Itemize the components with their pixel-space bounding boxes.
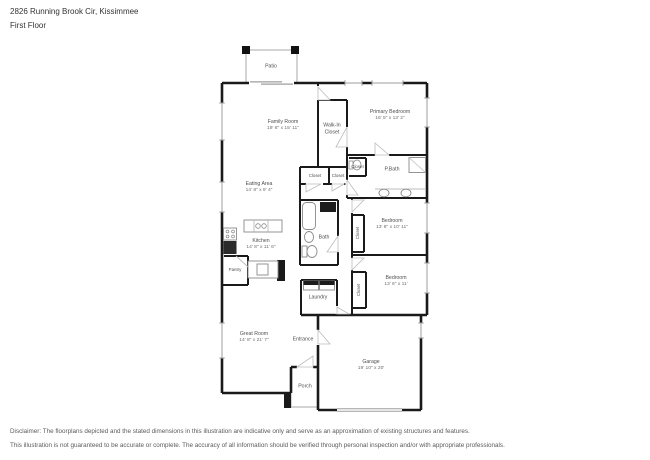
room-name: Closet [308,172,322,178]
wall-block [284,393,291,408]
room-dims: 14' 8" x 9' 4" [245,188,273,194]
appliance-icon [257,264,268,275]
pantry-door-line [236,256,248,267]
washer-top [304,281,319,285]
door-swing [332,184,344,191]
door-swing [375,143,389,155]
window [219,182,224,212]
room-dims: 14' 8" x 21' 7" [239,338,269,344]
room-name: Closet [331,172,345,178]
room-name: Closet [351,163,364,169]
toilet-tank-icon [302,246,307,257]
patio-post-icon [291,46,299,54]
room-name: Closet [354,226,360,240]
room-dims: 13' 6" x 11' [384,282,408,288]
door-swing [352,200,364,212]
sink-icon [262,224,267,229]
room-dims: 19' 10" x 20' [357,366,385,372]
disclaimer-line-2: This illustration is not guaranteed to be accurate or complete. The accuracy of all information should be verified through personal inspection and/or with appropriate professionals. [10,442,505,449]
room-name: Closet [355,283,361,297]
room-label-pantry [229,267,242,273]
room-label-garage [358,359,384,373]
window [424,263,429,293]
room-dims: 14' 8" x 11' 6" [246,245,276,251]
room-name: Pantry [228,266,242,272]
room-label-patio [265,63,277,70]
window [424,203,429,233]
room-label-closet [309,173,321,179]
window [219,323,224,358]
room-label-kitchen [246,238,275,252]
room-label-closet [355,227,361,239]
room-label-family-room [267,119,299,133]
room-label-walk-in-closet [318,123,346,138]
toilet-icon [307,246,317,258]
sink-icon [305,232,314,243]
floor-title: First Floor [10,21,46,30]
room-dims: 13' 8" x 10' 11" [376,225,408,231]
door-swing [297,356,313,367]
room-label-entrance [293,336,314,343]
room-label-primary-bedroom [370,109,410,123]
window [219,103,224,140]
room-label-bedroom [384,275,407,289]
door-swing [306,184,321,192]
room-name: Porch [298,383,312,390]
room-name: Entrance [292,336,314,343]
room-name: Bath [318,234,330,241]
patio-post-icon [242,46,250,54]
room-label-closet [356,284,362,296]
door-swing [347,180,358,195]
room-label-porch [298,383,312,390]
room-label-bath [319,234,330,241]
dryer-top [320,281,335,285]
room-name: Walk-In Closet [323,122,341,136]
room-label-laundry [309,294,328,301]
window [372,80,403,85]
room-name: P.Bath [384,166,400,173]
sink-icon [256,224,261,229]
room-dims: 16' 5" x 13' 2" [375,116,405,122]
window [424,98,429,127]
bath-counter-icon [320,202,336,212]
room-label-eating-area [246,181,273,195]
address-title: 2826 Running Brook Cir, Kissimmee [10,7,139,16]
room-label-pbath [385,166,400,173]
sink-icon [379,189,389,197]
room-dims: 19' 8" x 15' 11" [267,126,299,132]
room-name: Family Room [267,118,299,125]
door-swing [318,87,330,100]
room-name: Patio [265,63,277,70]
room-name: Laundry [308,294,328,301]
room-name: Primary Bedroom [369,108,411,115]
room-name: Bedroom [381,217,403,224]
sliding-door [249,81,294,86]
room-name: Bedroom [385,274,407,281]
room-label-closet [332,173,344,179]
room-label-great-room [239,331,269,345]
room-label-closet [351,164,363,170]
window [345,80,362,85]
room-name: Great Room [239,330,269,337]
room-name: Garage [362,358,380,365]
disclaimer-line-1: Disclaimer: The floorplans depicted and the stated dimensions in this illustration are indicative only and serve as an approximation of existing structures and features. [10,428,470,435]
bathtub-icon [303,203,316,230]
room-name: Kitchen [252,237,270,244]
room-name: Eating Area [245,180,273,187]
window [418,323,423,338]
door-swing [352,258,364,270]
stove-icon [224,228,237,240]
refrigerator-icon [224,241,237,254]
wall-stub [278,261,284,280]
sink-icon [401,189,411,197]
door-swing [318,330,330,344]
room-label-bedroom [376,218,408,232]
door-swing [337,307,349,314]
garage-door [337,407,402,412]
